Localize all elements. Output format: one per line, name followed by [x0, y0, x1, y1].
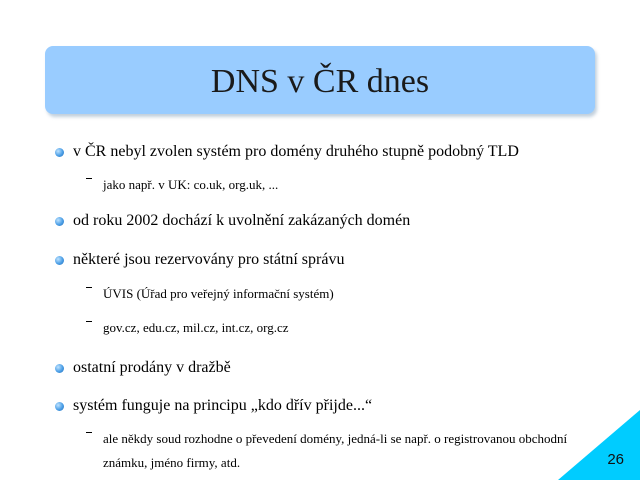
dash-icon — [86, 178, 92, 179]
bullet-text: systém funguje na principu „kdo dřív přijde...“ — [73, 397, 373, 414]
page-number: 26 — [607, 451, 624, 468]
bullet-text: některé jsou rezervovány pro státní správu — [73, 251, 345, 268]
bullet-text: v ČR nebyl zvolen systém pro domény druhého stupně podobný TLD — [73, 143, 519, 160]
bullet-icon — [55, 256, 64, 265]
sub-bullet-item — [86, 316, 576, 340]
dash-icon — [86, 287, 92, 288]
bullet-item — [55, 211, 410, 231]
bullet-icon — [55, 148, 64, 157]
sub-bullet-text: ale někdy soud rozhodne o převedení domény, jedná-li se např. o registrovanou obchodní známku, jméno firmy, atd. — [103, 431, 568, 470]
sub-bullet-item — [86, 173, 576, 197]
bullet-icon — [55, 364, 64, 373]
sub-bullet-item — [86, 427, 576, 475]
sub-bullet-item — [86, 282, 576, 306]
bullet-item — [55, 142, 519, 162]
bullet-item — [55, 250, 344, 270]
dash-icon — [86, 432, 92, 433]
bullet-item — [55, 396, 372, 416]
bullet-icon — [55, 402, 64, 411]
bullet-item — [55, 358, 231, 378]
bullet-text: od roku 2002 dochází k uvolnění zakázaných domén — [73, 212, 411, 229]
sub-bullet-text: ÚVIS (Úřad pro veřejný informační systém) — [103, 286, 334, 301]
bullet-icon — [55, 217, 64, 226]
sub-bullet-text: jako např. v UK: co.uk, org.uk, ... — [103, 177, 279, 192]
bullet-text: ostatní prodány v dražbě — [73, 359, 231, 376]
corner-decoration — [558, 410, 640, 480]
sub-bullet-text: gov.cz, edu.cz, mil.cz, int.cz, org.cz — [103, 320, 289, 335]
slide-title: DNS v ČR dnes — [210, 63, 430, 100]
dash-icon — [86, 321, 92, 322]
